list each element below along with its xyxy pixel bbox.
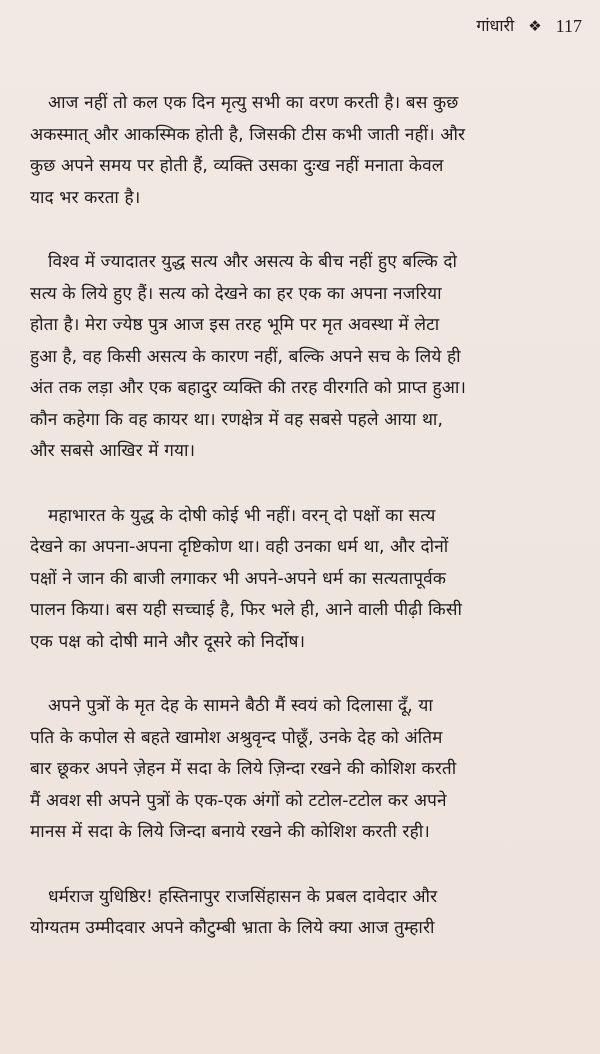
- text-line: महाभारत के युद्ध के दोषी कोई भी नहीं। वरन् दो पक्षों का सत्य: [48, 505, 436, 526]
- paragraph-2: [30, 247, 582, 468]
- paragraph-5: [30, 882, 582, 945]
- text-line: अंत तक लड़ा और एक बहादुर व्यक्ति की तरह वीरगति को प्राप्त हुआ।: [30, 378, 467, 398]
- text-line: देखने का अपना-अपना दृष्टिकोण था। वही उनका धर्म था, और दोनों: [30, 537, 449, 557]
- text-line: सत्य के लिये हुए हैं। सत्य को देखने का हर एक का अपना नजरिया: [30, 283, 442, 304]
- text-line: कौन कहेगा कि वह कायर था। रणक्षेत्र में वह सबसे पहले आया था,: [30, 409, 444, 430]
- running-header: [476, 14, 582, 38]
- text-line: और सबसे आखिर में गया।: [30, 441, 196, 461]
- text-line: धर्मराज युधिष्ठिर! हस्तिनापुर राजसिंहासन के प्रबल दावेदार और: [48, 886, 438, 907]
- body-text: [30, 88, 582, 945]
- text-line: एक पक्ष को दोषी माने और दूसरे को निर्दोष।: [30, 631, 306, 652]
- text-line: पक्षों ने जान की बाजी लगाकर भी अपने-अपने धर्म का सत्यतापूर्वक: [30, 568, 447, 589]
- text-line: पालन किया। बस यही सच्चाई है, फिर भले ही, आने वाली पीढ़ी किसी: [30, 600, 463, 620]
- text-line: आज नहीं तो कल एक दिन मृत्यु सभी का वरण करती है। बस कुछ: [48, 93, 459, 113]
- text-line: मैं अवश सी अपने पुत्रों के एक-एक अंगों को टटोल-टटोल कर अपने: [30, 790, 447, 811]
- chapter-title: गांधारी: [476, 16, 515, 35]
- text-line: याद भर करता है।: [30, 187, 141, 208]
- text-line: हुआ है, वह किसी असत्य के कारण नहीं, बल्कि अपने सच के लिये ही: [30, 346, 461, 367]
- text-line: विश्व में ज्यादातर युद्ध सत्य और असत्य के बीच नहीं हुए बल्कि दो: [48, 252, 458, 272]
- paragraph-1: [30, 88, 582, 214]
- paragraph-4: [30, 691, 582, 849]
- text-line: अकस्मात् और आकस्मिक होती है, जिसकी टीस कभी जाती नहीं। और: [30, 124, 466, 145]
- text-line: बार छूकर अपने ज़ेहन में सदा के लिये ज़िन्दा रखने की कोशिश करती: [30, 759, 457, 779]
- text-line: अपने पुत्रों के मृत देह के सामने बैठी मैं स्वयं को दिलासा दूँ, या: [48, 696, 433, 716]
- text-line: मानस में सदा के लिये जिन्दा बनाये रखने की कोशिश करती रही।: [30, 822, 430, 842]
- text-line: होता है। मेरा ज्येष्ठ पुत्र आज इस तरह भूमि पर मृत अवस्था में लेटा: [30, 315, 440, 335]
- page-number: 117: [555, 16, 582, 36]
- text-line: कुछ अपने समय पर होती हैं, व्यक्ति उसका दुःख नहीं मनाता केवल: [30, 156, 444, 176]
- text-line: पति के कपोल से बहते खामोश अश्रुवृन्द पोछूँ, उनके देह को अंतिम: [30, 727, 443, 748]
- ornament-icon: ❖: [528, 16, 542, 35]
- text-line: योग्यतम उम्मीदवार अपने कौटुम्बी भ्राता के लिये क्या आज तुम्हारी: [30, 918, 435, 938]
- paragraph-3: [30, 501, 582, 659]
